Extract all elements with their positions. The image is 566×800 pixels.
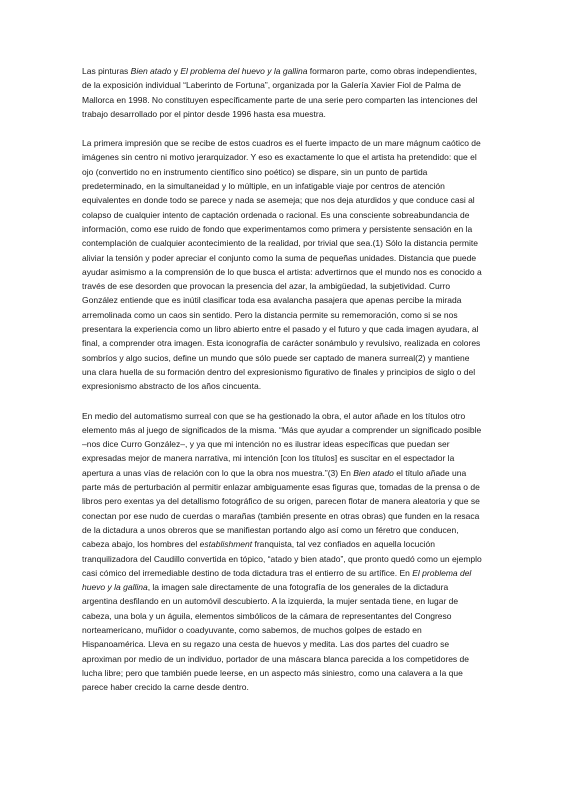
text-run: el título añade una parte más de perturbación al permitir enlazar ambiguamente esas figuras que, tomadas de la prensa o de libros pero exentas ya del detallismo fotográfico de su origen, parecen flotar de manera aleatoria y que se conectan por ese nudo de cuerdas o marañas (también presente en otras obras) que funden en la resaca de la dictadura a unos obreros que se manifiestan portando algo así como un féretro que conducen, cabeza abajo, los hombres del xyxy=(82,467,480,550)
text-run: franquista, tal vez confiados en aquella locución tranquilizadora del Caudillo convertida en tópico, “atado y bien atado”, que pronto quedó como un ejemplo casi cómico del irremediable destino de toda dictadura tras el entierro de su artífice. En xyxy=(82,539,482,578)
paragraph-3 xyxy=(82,409,484,695)
text-run: En medio del automatismo surreal con que se ha gestionado la obra, el autor añade en los títulos otro elemento más al juego de significados de la misma. “Más que ayudar a comprender un significado posible –nos dice Curro González–, y ya que mi intención no es ilustrar ideas específicas que puedan ser expresadas mejor de manera narrativa, mi intención [con los títulos] es suscitar en el espectador la apertura a unas vías de relación con lo que la obra nos muestra.”(3) En xyxy=(82,410,482,478)
text-run: La primera impresión que se recibe de estos cuadros es el fuerte impacto de un mare mágnum caótico de imágenes sin centro ni motivo jerarquizador. Y eso es exactamente lo que el artista ha pretendido: que el ojo (convertido no en instrumento científico sino poético) se dispare, sin un punto de partida predeterminado, en la simultaneidad y lo múltiple, en un infatigable viaje por centros de atención equivalentes en donde todo se parece y nada se asemeja; que nos deja aturdidos y que conduce casi al colapso de cualquier intento de captación ordenada o racional. Es una consciente sobreabundancia de información, como ese ruido de fondo que experimentamos como primera y persistente sensación en la contemplación de cualquier acontecimiento de la realidad, por trivial que sea.(1) Sólo la distancia permite aliviar la tensión y poder apreciar el conjunto como la suma de pequeñas unidades. Distancia que puede ayudar asimismo a la comprensión de lo que busca el artista: advertirnos que el mundo nos es conocido a través de ese desorden que provocan la presencia del azar, la ambigüedad, la subjetividad. Curro González entiende que es inútil clasificar toda esa avalancha pasajera que apenas percibe la mirada arremolinada como un caos sin sentido. Pero la distancia permite su rememoración, como si se nos presentara la experiencia como un libro abierto entre el pasado y el futuro y que cada imagen ayudara, al final, a comprender otra imagen. Esta iconografía de carácter sonámbulo y revulsivo, realizada en colores sombríos y algo sucios, define un mundo que sólo puede ser captado de manera surreal(2) y mantiene una clara huella de su formación dentro del expresionismo figurativo de finales y principios de siglo o del expresionismo abstracto de los años cincuenta. xyxy=(82,138,482,392)
text-run: Las pinturas xyxy=(82,66,131,76)
text-run: formaron parte, como obras independientes, de la exposición individual “Laberinto de Fortuna”, organizada por la Galería Xavier Fiol de Palma de Mallorca en 1998. No constituyen específicamente parte de una serie pero comparten las intenciones del trabajo desarrollado por el pintor desde 1996 hasta esa muestra. xyxy=(82,66,478,119)
italic-text-run: Bien atado xyxy=(130,66,172,76)
text-run: , la imagen sale directamente de una fotografía de los generales de la dictadura argentina desfilando en un automóvil descubierto. A la izquierda, la mujer sentada tiene, en lugar de cabeza, una bola y un águila, elementos simbólicos de la cámara de representantes del Congreso norteamericano, muñidor o coadyuvante, como sabemos, de muchos golpes de estado en Hispanoamérica. Lleva en su regazo una cesta de huevos y medita. Las dos partes del cuadro se aproximan por medio de un individuo, portador de una máscara blanca parecida a los competidores de lucha libre; pero que también puede leerse, en un aspecto más siniestro, como una calavera a la que parece haber crecido la carne desde dentro. xyxy=(82,582,469,693)
italic-text-run: establishment xyxy=(199,539,253,550)
italic-text-run: Bien atado xyxy=(353,467,394,478)
paragraph-1 xyxy=(82,64,484,121)
paragraph-2 xyxy=(82,136,484,393)
document-page xyxy=(82,64,484,709)
italic-text-run: El problema del huevo y la gallina xyxy=(180,66,308,76)
italic-text-run: El problema del huevo y la gallina xyxy=(82,567,472,593)
text-run: y xyxy=(171,66,181,76)
